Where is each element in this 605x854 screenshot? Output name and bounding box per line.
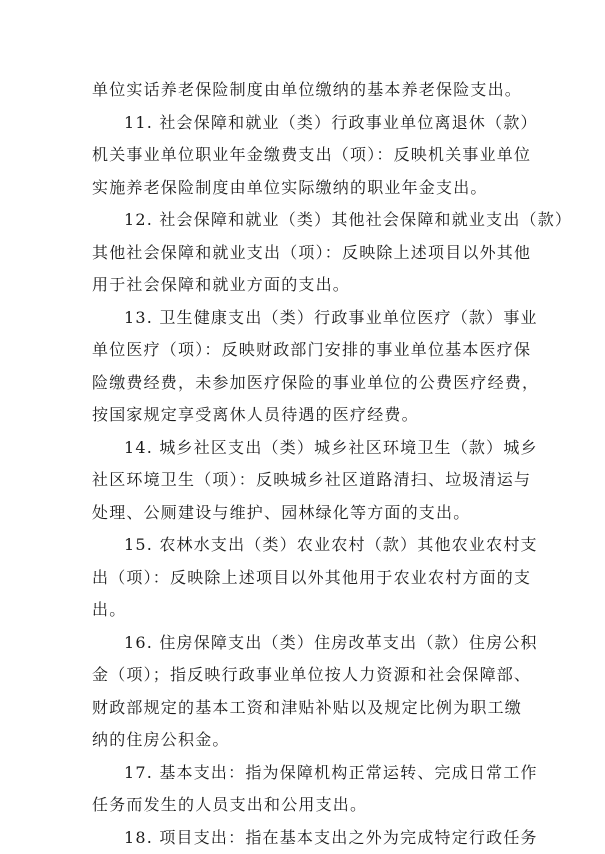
text-line: 险缴费经费，未参加医疗保险的事业单位的公费医疗经费，	[92, 372, 540, 392]
text-line: 出（项）：反映除上述项目以外其他用于农业农村方面的支	[92, 567, 532, 587]
text-line: 处理、公厕建设与维护、园林绿化等方面的支出。	[92, 502, 471, 522]
text-line: 社区环境卫生（项）：反映城乡社区道路清扫、垃圾清运与	[92, 470, 532, 489]
paragraph-continuation	[92, 74, 523, 107]
text-line: 15. 农林水支出（类）农业农村（款）其他农业农村支	[124, 535, 538, 554]
text-line: 机关事业单位职业年金缴费支出（项）：反映机关事业单位	[92, 145, 532, 164]
paragraph-item-15	[92, 529, 538, 627]
paragraph-item-11	[92, 107, 538, 205]
text-line: 按国家规定享受离休人员待遇的医疗经费。	[92, 405, 419, 424]
text-line: 12. 社会保障和就业（类）其他社会保障和就业支出（款）	[124, 210, 573, 229]
text-line: 16. 住房保障支出（类）住房改革支出（款）住房公积	[124, 632, 538, 652]
paragraph-item-14	[92, 432, 538, 530]
text-line: 单位医疗（项）：反映财政部门安排的事业单位基本医疗保	[92, 340, 532, 359]
paragraph-item-13	[92, 302, 540, 432]
text-line: 任务而发生的人员支出和公用支出。	[92, 795, 368, 814]
text-line: 财政部规定的基本工资和津贴补贴以及规定比例为职工缴	[92, 697, 523, 717]
text-line: 14. 城乡社区支出（类）城乡社区环境卫生（款）城乡	[124, 437, 538, 457]
paragraph-item-12	[92, 204, 573, 302]
text-line: 18. 项目支出：指在基本支出之外为完成特定行政任务	[124, 827, 538, 847]
text-line: 出。	[92, 600, 127, 619]
text-line: 13. 卫生健康支出（类）行政事业单位医疗（款）事业	[124, 307, 538, 327]
paragraph-item-16	[92, 627, 538, 757]
paragraph-item-18	[92, 822, 538, 854]
paragraph-item-17	[92, 757, 538, 822]
text-line: 金（项）；指反映行政事业单位按人力资源和社会保障部、	[92, 665, 532, 684]
text-line: 17. 基本支出：指为保障机构正常运转、完成日常工作	[124, 762, 538, 782]
text-line: 纳的住房公积金。	[92, 730, 230, 749]
text-line: 其他社会保障和就业支出（项）：反映除上述项目以外其他	[92, 242, 532, 262]
text-line: 用于社会保障和就业方面的支出。	[92, 275, 351, 294]
text-line: 单位实话养老保险制度由单位缴纳的基本养老保险支出。	[92, 80, 523, 99]
text-line: 11. 社会保障和就业（类）行政事业单位离退休（款）	[124, 112, 538, 132]
text-line: 实施养老保险制度由单位实际缴纳的职业年金支出。	[92, 177, 488, 197]
